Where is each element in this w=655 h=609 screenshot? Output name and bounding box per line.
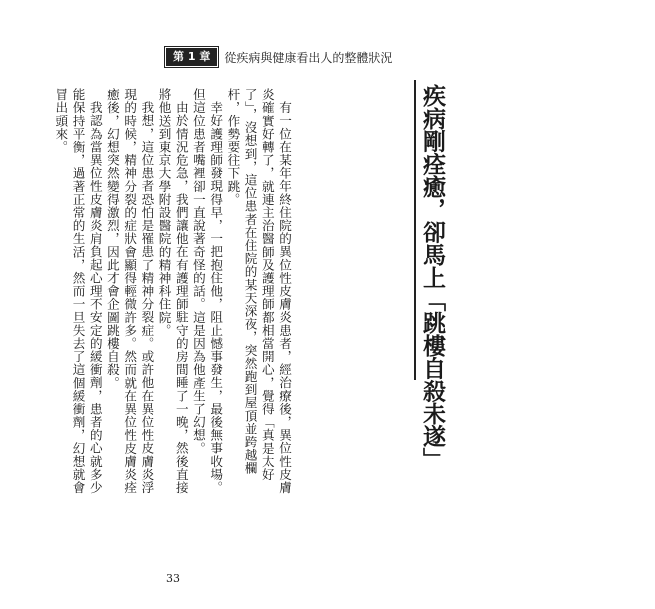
paragraph: 我認為當異位性皮膚炎肩負起心理不安定的緩衝劑，患者的心就多少能保持平衡，過著正常的生活，然而一旦失去了這個緩衝劑，幻想就會冒出頭來。 [53,88,103,495]
paragraph: 有一位在某年年終住院的異位性皮膚炎患者，經治療後，異位性皮膚炎確實好轉了，就連主治醫師及護理師都相當開心，覺得「真是太好了」，沒想到，這位患者在住院的某天深夜，突然跑到屋頂並跨越欄杆，作勢要往下跳。 [225,88,292,494]
paragraph: 幸好護理師發現得早，一把抱住他，阻止憾事發生，最後無事收場。但這位患者嘴裡卻一直說著奇怪的話。這是因為他產生了幻想。 [190,88,224,494]
chapter-header [166,48,392,66]
section-heading: 疾病剛痊癒，卻馬上「跳樓自殺未遂」 [419,84,445,470]
page-number: 33 [166,572,180,585]
body-text [52,88,293,500]
paragraph: 我想，這位患者恐怕是罹患了精神分裂症。或許他在異位性皮膚炎浮現的時候，精神分裂的症狀會顯得輕微許多。然而就在異位性皮膚炎痊癒後，幻想突然變得激烈，因此才會企圖跳樓自殺。 [104,88,155,495]
chapter-badge: 第 1 章 [166,48,217,66]
chapter-title: 從疾病與健康看出人的整體狀況 [224,50,393,65]
heading-rule [414,80,416,380]
paragraph: 由於情況危急，我們讓他在有護理師駐守的房間睡了一晚，然後直接將他送到東京大學附設醫院的精神科住院。 [156,88,189,494]
